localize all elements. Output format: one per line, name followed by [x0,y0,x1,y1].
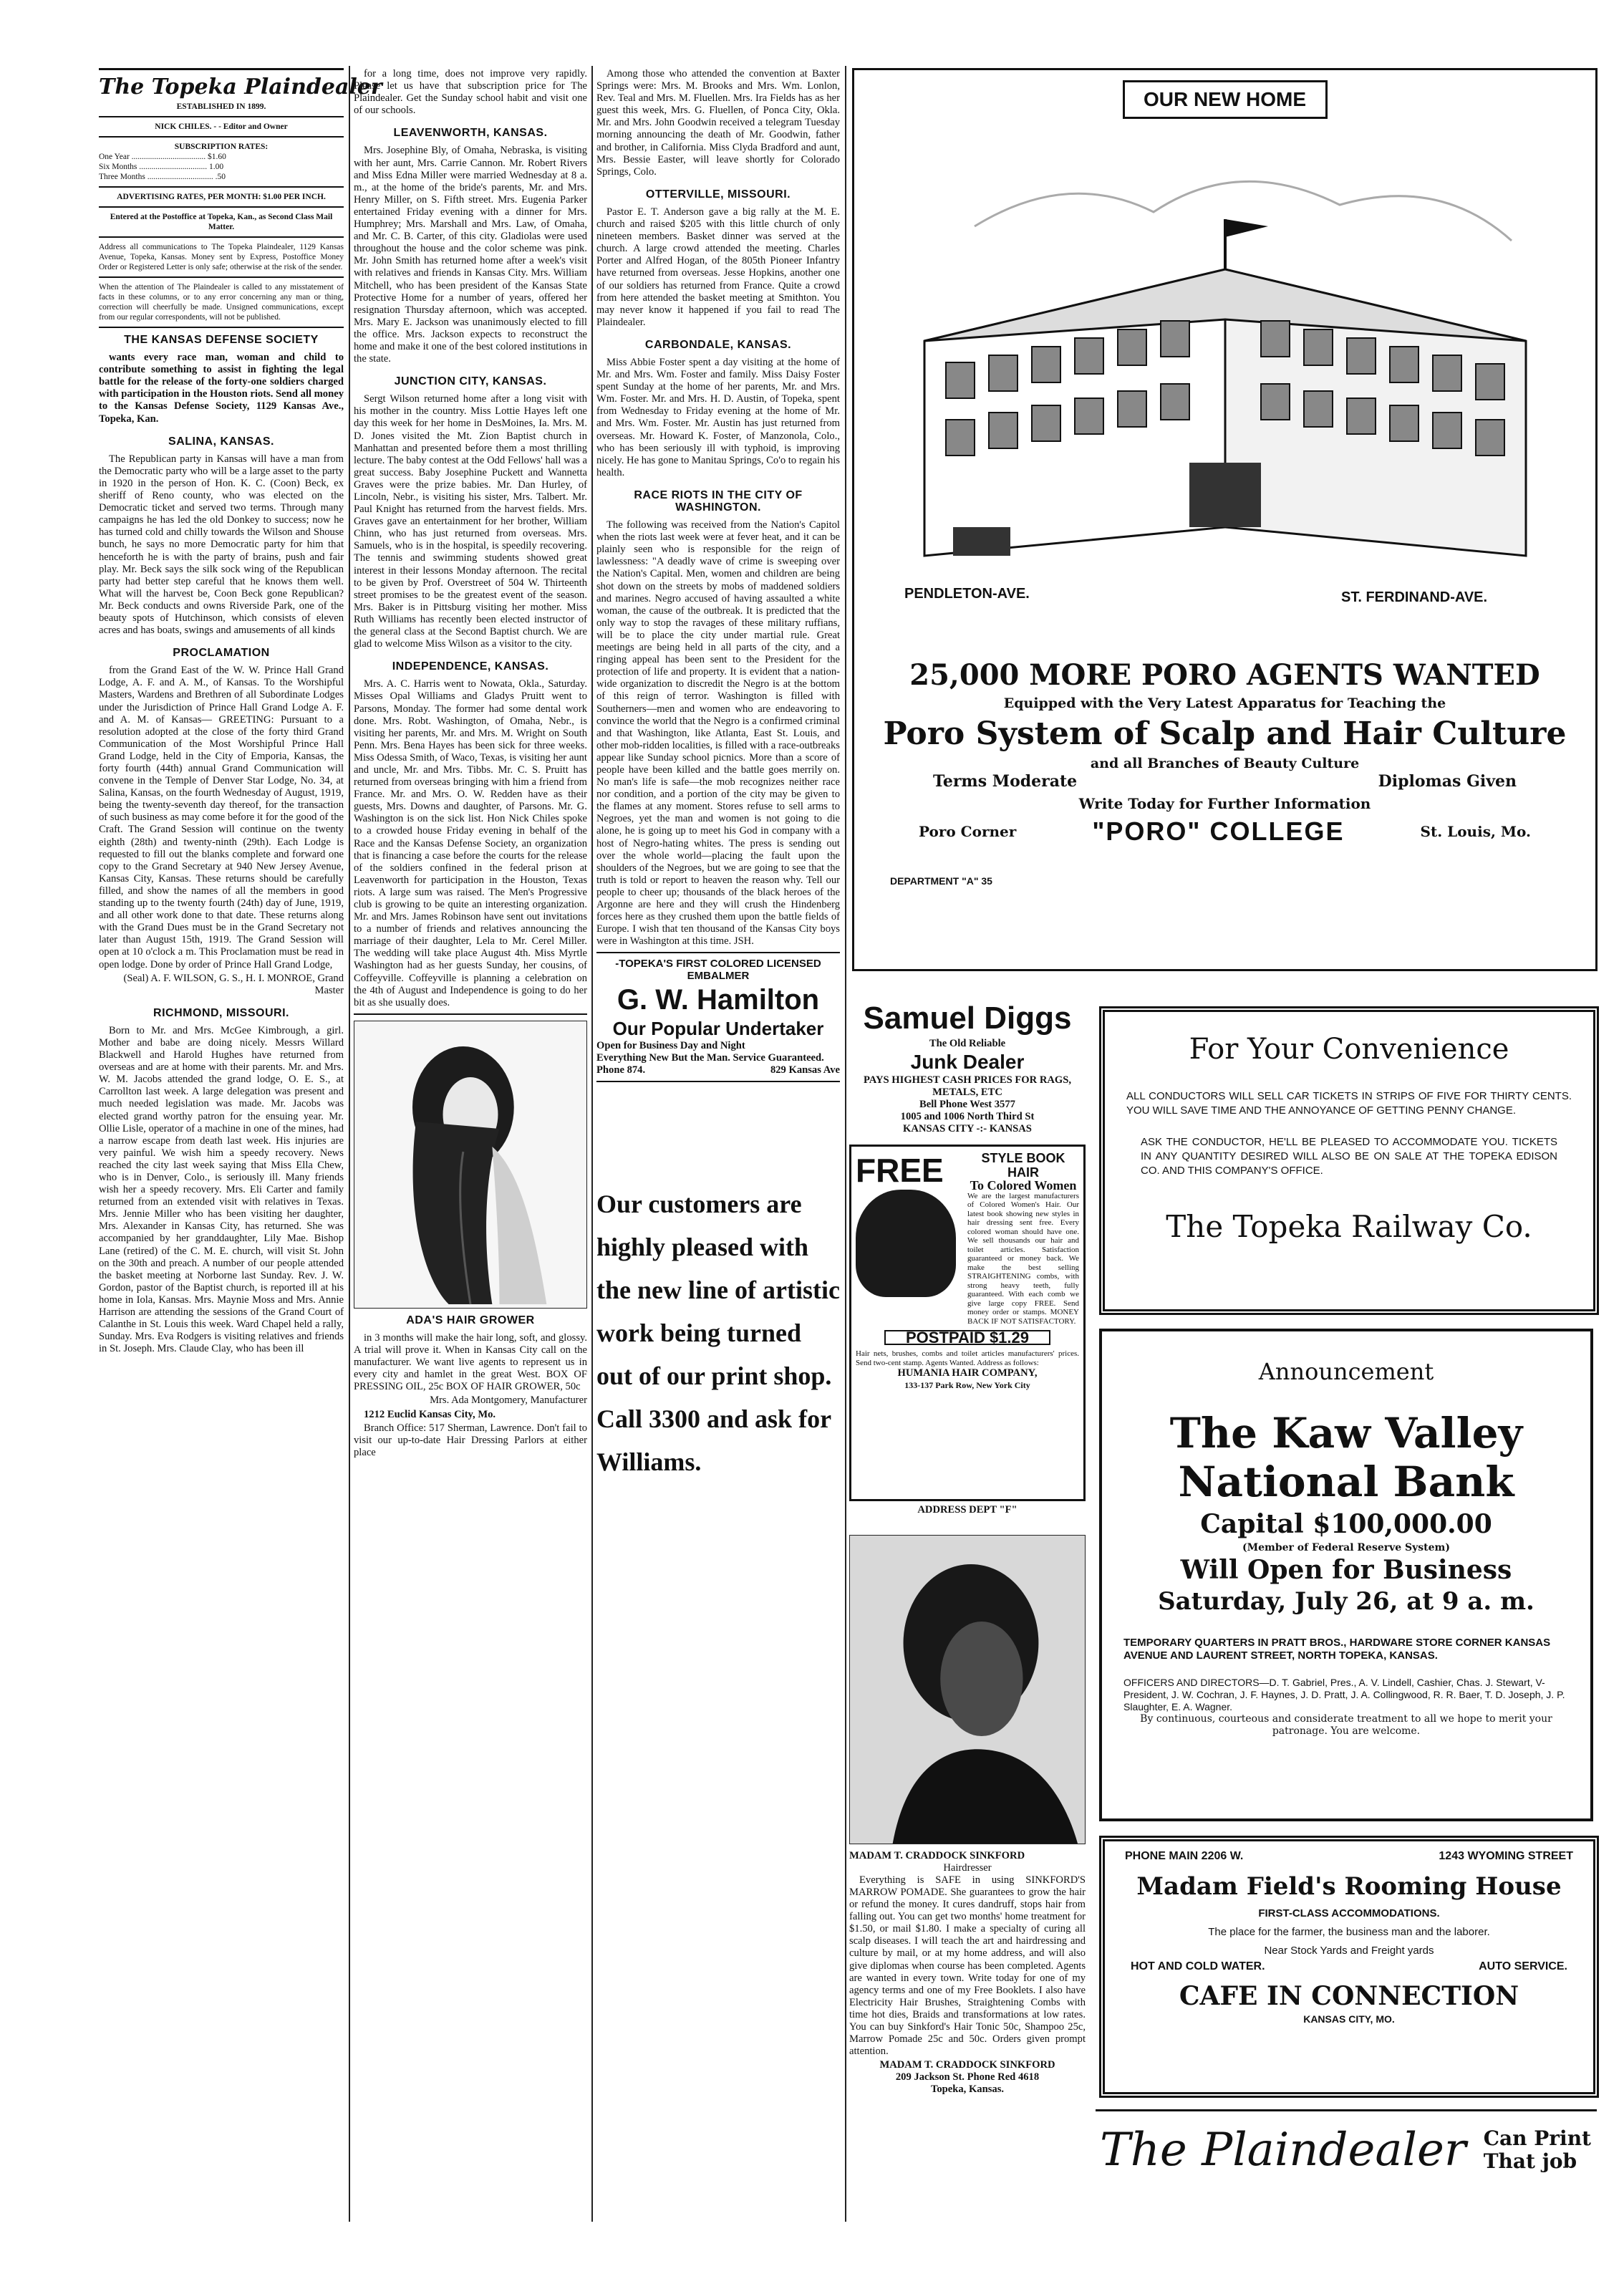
rooming-near: Near Stock Yards and Freight yards [1264,1945,1434,1957]
rooming-first-class: FIRST-CLASS ACCOMMODATIONS. [1258,1907,1440,1919]
salina-text: The Republican party in Kansas will have a man from the Democratic party who will be a large asset to the party in 1920 in the person of Hon. K. C. (Coon) Beck, ex sheriff of Reno county, who was elected on the Democratic ticket and served two terms. Through many campaigns he has led the old Donkey to success; now he has turned cold and chilly towards the Wilson and Shouse bunch, he says no more Democratic party for him that henceforth he is with the party of brains, push and fair play. Mr. Beck says the silk sock wing of the Republican party had better step careful that he knows them well. What will the harvest be, Coon Beck gone Republican? Mr. Beck conducts and owns Riverside Park, one of the beauty spots of Hutchinson, which consists of eleven acres and has boats, swings and amusements of all kinds [99,453,344,637]
print-shop-ad: Our customers are highly pleased with the new line of artistic work being turned out of our print shop. Call 3300 and ask for Williams. [596,1189,840,1476]
diggs-line-1: PAYS HIGHEST CASH PRICES FOR RAGS, METALS, ETC [863,1074,1072,1099]
address-dept: ADDRESS DEPT "F" [917,1503,1018,1516]
richmond-text: Born to Mr. and Mrs. McGee Kimbrough, a girl. Mother and babe are doing nicely. Messrs Willard Blackwell and Harold Hughes have returned from overseas and are at home with their parents. Mr. and Mrs. W. M. Jacobs attended the grand lodge, O. E. S., at Carrollton last week. A large delegation was present and much needed legislation was made. Mr. Jacobs was elected grand worthy patron for the ensuing year. Mr. Ollie Lisle, operator of a machine in one of the mines, had a narrow escape from death last week. His injuries are very painful. We wish him a speedy recovery. News reached the city last week saying that Miss Ella Chew, who is in Denver, Colo., is seriously ill. Many friends wish her a speedy recovery. Mrs. Eli Carter and family returned from an extended visit with relatives in Texas. Mrs. Jennie Miller who has been visiting her daughter, Mrs. Alexander in Kansas City, has returned. She was accompanied by her granddaughter, Lily Mae. Bishop Lane (retired) of the C. M. E. church, will visit St. John on the 30th and preach. A number of our people attended the basket meeting at Norborne last Sunday. Rev. J. W. Gordon, pastor of the Baptist church, is reported ill at his home in Iola, Kansas. Mrs. Maynie Moss and Mrs. Annie Harrison are attending the sessions of the Grand Court of Calanthe in St. Louis this week. Ward Chapel held a rally, Sunday. Mrs. Eva Rodgers is visiting relatives and friends in St. Joseph. Mrs. Claude Clay, who has been ill [99,1024,344,1355]
bank-closing: By continuous, courteous and considerate treatment to all we hope to merit your patronage. You are welcome. [1140,1713,1552,1737]
hamilton-open: Open for Business Day and Night [596,1039,745,1051]
free-ad-left [856,1151,963,1326]
poro-street-2 [1341,589,1487,606]
column-2 [354,68,587,2224]
otterville-text: Pastor E. T. Anderson gave a big rally at the M. E. church and raised $205 with this little church of only nineteen members. Basket dinner was served at the church. A large crowd attended the meeting. Charles Porter and Alfred Hogan, of the 805th Pioneer Infantry have returned from overseas. Jesse Hopkins, another one of our soldiers has returned from France. Quite a crowd from here attended the basket meeting at Smithton. You may never know it happened if you fail to read The Plaindealer. [596,206,840,328]
richmond-head: RICHMOND, MISSOURI. [153,1006,289,1019]
hamilton-address: 829 Kansas Ave [770,1064,840,1076]
poro-corner: Poro Corner [919,823,1017,840]
railway-paragraph-1: ALL CONDUCTORS WILL SELL CAR TICKETS IN STRIPS OF FIVE FOR THIRTY CENTS. YOU WILL SAVE TIME AND THE ANNOYANCE OF GETTING PENNY CHANGE. [1126,1090,1572,1117]
free-ad-top [856,1151,1079,1326]
style-book: STYLE BOOK HAIR [981,1150,1065,1180]
divider [99,327,344,328]
hamilton-contact [596,1064,840,1076]
bank-open-1: Will Open for Business [1180,1555,1512,1585]
divider [596,1081,840,1082]
hair-grower-photo [354,1021,587,1309]
entered-note: Entered at the Postoffice at Topeka, Kan., as Second Class Mail Matter. [110,213,333,231]
our-new-home: OUR NEW HOME [1123,80,1328,119]
free-style-book-ad [849,1145,1086,1501]
railway-ad [1099,1006,1599,1315]
rooming-services [1105,1960,1593,1973]
attention-note: When the attention of The Plaindealer is called to any misstatement of facts in these columns, or to any error concerning any man or thing, correction will cheerfully be made. Unsigned communications, except from our regular correspondents, will not be published. [99,283,344,322]
column-1 [99,68,382,2224]
hair-grower-name: Mrs. Ada Montgomery, Manufacturer [430,1394,587,1407]
masthead-editor: NICK CHILES. - - Editor and Owner [155,122,288,131]
sinkford-signature: MADAM T. CRADDOCK SINKFORD [879,2059,1055,2071]
sinkford-text: Everything is SAFE in using SINKFORD'S MARROW POMADE. She guarantees to grow the hair or refund the money. It cures dandruff, stops hair from falling out. You can get two months' home treatment for $1.50, or mail $1.80. I make a specialty of curing all scalp diseases. I will teach the art and hairdressing and culture by mail, or at my home address, and will also give diplomas when course has been completed. Agents are wanted in every town. Write today for one of my agency terms and one of my Free Booklets. I also have Electricity Hair Brushes, Straightening Combs with time hot dies, Braids and transformations at low rates. You can buy Sinkford's Hair Tonic 50c, Shampoo 25c, Marrow Pomade 25c and 50c. Orders given prompt attention. [849,1874,1086,2058]
diggs-sub: The Old Reliable [929,1038,1006,1049]
carbondale-head: CARBONDALE, KANSAS. [644,338,792,351]
independence-head: INDEPENDENCE, KANSAS. [392,660,549,673]
race-riots-head: RACE RIOTS IN THE CITY OF WASHINGTON. [634,488,803,514]
sinkford-city: Topeka, Kansas. [930,2083,1005,2096]
street-pendleton: PENDLETON-AVE. [904,586,1030,602]
bank-name-2: National Bank [1178,1458,1514,1506]
poro-city: St. Louis, Mo. [1420,823,1531,840]
bank-officers: OFFICERS AND DIRECTORS—D. T. Gabriel, Pres., A. V. Lindell, Cashier, Chas. J. Stewart, V-President, J. W. Cochran, J. F. Haynes, J. D. Pratt, J. A. Collingwood, R. R. Baer, T. D. Joseph, J. P. Slaughter, E. A. Wagner. [1123,1677,1565,1712]
leavenworth-head: LEAVENWORTH, KANSAS. [393,127,548,140]
poro-headline: 25,000 MORE PORO AGENTS WANTED [909,658,1540,692]
advertising-rates: ADVERTISING RATES, PER MONTH: $1.00 PER INCH. [117,193,326,201]
hair-illustration [856,1190,956,1297]
divider [99,116,344,117]
diggs-name: Samuel Diggs [863,1001,1072,1036]
hamilton-service: Everything New But the Man. Service Guaranteed. [596,1051,824,1064]
salina-head: SALINA, KANSAS. [168,435,274,448]
hamilton-tagline: Our Popular Undertaker [612,1017,824,1039]
column-rule-1 [349,66,350,2222]
divider [99,236,344,238]
divider [354,1013,587,1015]
bank-name-1: The Kaw Valley [1169,1409,1523,1458]
bank-open-2: Saturday, July 26, at 9 a. m. [1158,1587,1534,1616]
rooming-auto: AUTO SERVICE. [1479,1960,1567,1972]
free-ad-text-2: Hair nets, brushes, combs and toilet articles manufacturers' prices. Send two-cent stamp. Agents Wanted. Address as follows: [856,1349,1079,1367]
can-print: Can Print [1483,2126,1591,2150]
divider [596,952,840,953]
race-riots-text: The following was received from the Nation's Capitol when the riots last week were at fever heat, and it can be plainly seen who is responsible for the reign of lawlessness: "A deadly wave of crime is sweeping over the Nation's Capital. Men, women and children are being shot down on the streets by mobs of maddened soldiers and marines. Negro accused of having assaulted a white woman, the cause of the outbreak. It is predicted that the only way to stop the ravages of these military ruffians, will be to place the city under martial rule. Great meetings are being held in all parts of the city, and a ringing appeal has been sent to the President for the protection of life and property. It is evident that a nation-wide organization to discredit the Negro is at the bottom of this reign of terror. Washington is filled with Southerners—men and women who are endeavoring to convince the world that the Negro is a confirmed criminal and that Washington, like Atlanta, East St. Louis, and other mob-ridden localities, is filled with a race-outbreaks appear like Sunday school picnics. More than a score of people have been killed and the battle goes merrily on. No man's life is safe—the mob recognizes neither race nor condition, and a portion of the city may be given to the flames at any moment. Stores refuse to sell arms to Negroes, yet the man and women is not going to die alone, he is going up to meet his God in company with a host of Negro-hating whites. The press is sending out over the whole world—placing the fault upon the shoulders of the Negroes, but we are going to see that the truth is told or report to heaven the reason why. Tell our people to cheer up; thousands of the black heroes of the Argonne are here and they will crush the Hindenberg forces here as they crushed them upon the battle fields of Europe. I wish that ten thousand of the Kansas City boys were in Washington at this time. JSH. [596,519,840,948]
col2-top-text: for a long time, does not improve very rapidly. Please let us have that subscription price for The Plaindealer. Get the Sunday school habit and visit one of our schools. [354,68,587,117]
free-heading: FREE [856,1151,944,1189]
poro-diplomas: Diplomas Given [1378,772,1517,791]
rate-row: One Year .................................... $1.60 [99,153,226,161]
sinkford-address: 209 Jackson St. Phone Red 4618 [895,2071,1040,2083]
rooming-house-ad [1099,1836,1599,2098]
bank-ad [1099,1329,1593,1821]
rate-row: Six Months ................................. 1.00 [99,163,224,171]
footer-can-print [1484,2127,1591,2173]
divider [99,206,344,208]
woman-portrait-illustration [354,1021,586,1308]
poro-terms-row [854,772,1595,791]
diggs-title: Junk Dealer [910,1051,1025,1074]
railway-paragraph-2: ASK THE CONDUCTOR, HE'LL BE PLEASED TO ACCOMMODATE YOU. TICKETS IN ANY QUANTITY DESIRED WILL ALSO BE ON SALE AT THE TOPEKA EDISON CO. AND THIS COMPANY'S OFFICE. [1141,1136,1557,1177]
carbondale-text: Miss Abbie Foster spent a day visiting at the home of Mr. and Mrs. Wm. Foster and family. Miss Daisy Foster spent Sunday at the home of her parents, Mr. and Mrs. Wm. Foster. Mr. and Mrs. H. D. Austin, of Topeka, spent from Wednesday to Friday evening at the home of Mr. and Mrs. Wm. Foster. Mr. Austin has just returned from overseas. Mr. Howard K. Foster, of Manzonola, Colo., who has been seriously ill with typhoid, is improving nicely. He has gone to Manitau Springs, Co'o to regain his health. [596,356,840,478]
divider [99,136,344,138]
diggs-line-3: 1005 and 1006 North Third St [900,1111,1035,1123]
defense-society-text: wants every race man, woman and child to contribute something to assist in fighting the legal battle for the release of the forty-one soldiers charged with participation in the Houston riots. Send all money to the Kansas Defense Society, 1129 Kansas Ave., Topeka, Kan. [99,352,344,425]
independence-text: Mrs. A. C. Harris went to Nowata, Okla., Saturday. Misses Opal Williams and Gladys Pruitt went to Parsons, Monday. The former had some dental work done. Mrs. Robt. Washington, of Omaha, Nebr., is visiting her parents, Mr. and Mrs. M. Wright on South Penn. Mrs. Bena Hayes has been sick for three weeks. Miss Odessa Smith, of Waco, Texas, is visiting her aunt and uncle, Mr. and Mrs. Tibbs. Mr. C. S. Pruitt has returned from overseas bringing with him a friend from France. Mr. and Mrs. O. W. Redden have as their guests, Mrs. Downs and daughter, of Parsons. Mr. G. Washington is on the sick list. Hon Nick Chiles spoke to a crowded house Friday evening in behalf of the Race and the Kansas Defense Society, an organization that is financing a case before the courts for the release of the soldiers confined in the federal prison at Leavenworth for participation in the Houston, Texas riots. A large sum was raised. The Men's Progressive club is growing to be quite an interesting organization. Mr. and Mrs. James Robinson have sent out invitations to a number of friends and relatives announcing the marriage of their daughter, Lela to Mr. Cerel Miller. The wedding will take place August 4th. Miss Myrtle Washington had as her guests Sunday, her cousins, of Coffeyville. Coffeyville is planning a celebration on the 4th of August and Independence is going to do her bit as she usually does. [354,678,587,1008]
col3-top-text: Among those who attended the convention at Baxter Springs were: Mrs. M. Brooks and Mrs. Wm. Lonlon, Rev. Teal and Mrs. M. Fluellen. Mrs. Ira Fields has as her guest this week, Mrs. G. Fluellen, of Ponca City, Okla. Mr. and Mrs. John Goodwin received a telegram Tuesday morning announcing the death of Mr. Goodwin, father and brother, in California. Miss Clyda Bradford and aunt, Mrs. Bessie Easter, will leave shortly for Colorado Springs, Colo. [596,68,840,178]
poro-college-building-illustration [881,126,1569,570]
poro-write: Write Today for Further Information [1078,795,1371,812]
poro-ad [852,68,1598,971]
column-rule-2 [591,66,593,2222]
railway-company: The Topeka Railway Co. [1166,1209,1532,1244]
defense-society-head: THE KANSAS DEFENSE SOCIETY [124,334,319,346]
column-3 [596,68,840,2224]
poro-street-1 [904,586,1030,602]
hamilton-name: G. W. Hamilton [617,983,820,1016]
proclamation-text: from the Grand East of the W. W. Prince Hall Grand Lodge, A. F. and A. M., of Kansas. To the Worshipful Masters, Wardens and Brethren of all Subordinate Lodges under the Jurisdiction of Prince Hall Grand Lodge A. F. and A. M. of Kansas— GREETING: Pursuant to a resolution adopted at the close of the forty third Grand Communication of the Most Worshipful Prince Hall Grand Lodge, held in the City of Emporia, Kansas, the forty fourth (44th) annual Grand Communication will convene in the Temple of Denver Star Lodge, No. 34, at Salina, Kansas, on the fourth Wednesday of August, 1919, being the twenty-seventh day thereof, for the transaction of such business as may come before it for the good of the Craft. The Grand Session will continue on the twenty eighth (28th) and twenty-ninth (29th). Each Lodge is requested to fill out the blanks complete and forward one copy to the Grand Secretary at 940 New Jersey Avenue, Kansas City, Kansas. These returns should be carefully filled, and show the names of all the members in good standing up to the twenty fourth (24th) day of June, 1919, and all other work done to that date. These returns along with the Grand Dues must be in the Grand Secretary not later than August 15th, 1919. The Grand Session will open at 10 o'clock a m. This Proclamation must be read in open lodge. Done by order of Prince Hall Grand Lodge, [99,665,344,970]
masthead-title: The Topeka Plaindealer [99,68,344,102]
hamilton-phone: Phone 874. [596,1064,646,1076]
to-colored-women: To Colored Women [970,1177,1077,1193]
otterville-head: OTTERVILLE, MISSOURI. [645,188,791,201]
rate-row: Three Months ................................ .50 [99,173,226,181]
sinkford-caption: MADAM T. CRADDOCK SINKFORD [849,1849,1025,1861]
rooming-city: KANSAS CITY, MO. [1303,2013,1395,2025]
that-job: That job [1483,2149,1577,2173]
subscription-head: SUBSCRIPTION RATES: [174,143,269,151]
rooming-phone: PHONE MAIN 2206 W. [1125,1850,1244,1862]
column-rule-3 [845,66,846,2222]
bank-announcement: Announcement [1258,1358,1434,1385]
leavenworth-text: Mrs. Josephine Bly, of Omaha, Nebraska, is visiting with her aunt, Mrs. Carrie Cannon. Mr. Robert Rivers and Miss Edna Miller were married Wednesday at 8 a. m., at the home of the bride's parents, Mr. and Mrs. Henry Miller, on S. Fifth street. Mrs. Eugenia Parker entertained Friday evening with a dinner for Mrs. Humphrey; Mrs. Marshall and Mrs. Law, of Omaha, and Mr. C. B. Carter, of this city. Gladiolas were used throughout the house and the color scheme was pink. Mr. John Smith has returned home after a week's visit with relatives and friends in Kansas City. Mrs. William Mitchell, who has been president of the Kansas State Protective Home for a number of years, offered her resignation Thursday afternoon, which was accepted. Mrs. Mary E. Jackson was unanimously elected to fill the office. Mrs. Jackson expects to reconstruct the home and make it one of the best colored institutions in the state. [354,145,587,365]
postpaid-price: POSTPAID $1.29 [884,1330,1050,1345]
bank-member: (Member of Federal Reserve System) [1242,1542,1450,1553]
diggs-line-4: KANSAS CITY -:- KANSAS [903,1123,1032,1135]
bank-temp-quarters: TEMPORARY QUARTERS IN PRATT BROS., HARDWARE STORE CORNER KANSAS AVENUE AND LAURENT STREET, NORTH TOPEKA, KANSAS. [1123,1637,1551,1662]
hair-grower-caption: ADA'S HAIR GROWER [406,1314,535,1326]
railway-title: For Your Convenience [1189,1033,1509,1066]
hamilton-top: -TOPEKA'S FIRST COLORED LICENSED EMBALMER [615,958,821,983]
rooming-hot-cold: HOT AND COLD WATER. [1131,1960,1265,1972]
proclamation-head: PROCLAMATION [173,647,270,660]
poro-terms: Terms Moderate [933,772,1078,791]
poro-college: "PORO" COLLEGE [1092,816,1345,846]
junction-city-text: Sergt Wilson returned home after a long visit with his mother in the country. Miss Lottie Hayes left one day this week for her home in DesMoines, Ia. Mrs. M. D. Jones visited the Mt. Zion Baptist church in Manhattan and presented before them a most thrilling lecture. The baby contest at the Odd Fellows' hall was a great success. Baby Josephine Puckett and Wannetta Graves were the prize babies. Mr. Dan Hurley, of Lincoln, Nebr., is visiting his sister, Mrs. Talbert. Mr. Paul Knight has returned from the harvest fields. Mrs. Graves gave an entertainment for her brother, William Chinn, who has just returned from overseas. Mrs. Samuels, who is in the hospital, is speedily recovering. The tennis and swimming students showed great interest in their lessons Monday afternoon. The recital to be given by Prof. Overstreet of 504 W. Thirteenth street promises to be the greatest event of the season. Mrs. Baker is in Pittsburg visiting her mother. Miss Ruth Williams has recently been elected instructor of the general class at the Second Baptist church. We are glad to welcome Miss Wilson as a visitor to the city. [354,393,587,650]
hair-grower-address: 1212 Euclid Kansas City, Mo. [364,1408,496,1420]
footer-plaindealer: The Plaindealer [1100,2124,1466,2177]
proclamation-signature: (Seal) A. F. WILSON, G. S., H. I. MONROE, Grand Master [123,972,344,996]
masthead-established: ESTABLISHED IN 1899. [176,102,266,111]
rooming-name: Madam Field's Rooming House [1136,1872,1562,1901]
rooming-cafe: CAFE IN CONNECTION [1179,1981,1519,2011]
rooming-street: 1243 WYOMING STREET [1439,1850,1573,1862]
bank-capital: Capital $100,000.00 [1200,1509,1492,1539]
humania-address: 133-137 Park Row, New York City [904,1380,1030,1391]
street-st-ferdinand: ST. FERDINAND-AVE. [1341,589,1488,605]
sinkford-portrait-illustration [850,1536,1085,1844]
column-4 [849,999,1086,2210]
poro-text-block [854,657,1595,887]
free-ad-text: We are the largest manufacturers of Colored Women's Hair. Our latest book showing new styles in hair dressing sent free. Every colored woman should have one. We sell thousands our hair and toilet articles. Satisfaction guaranteed or money back. We make the best selling STRAIGHTENING combs, with strong heavy teeth, fully guaranteed. With each comb we give large copy FREE. Send money order or stamps. MONEY BACK IF NOT SATISFACTORY. [967,1191,1079,1326]
divider [99,186,344,188]
junction-city-head: JUNCTION CITY, KANSAS. [394,375,547,388]
free-ad-right [963,1151,1079,1326]
hair-grower-branch: Branch Office: 517 Sherman, Lawrence. Don't fail to visit our up-to-date Hair Dressing Parlors at either place [354,1422,587,1458]
rooming-header [1105,1841,1593,1863]
hair-grower-text: in 3 months will make the hair long, soft, and glossy. A trial will prove it. When in Kansas City call on the manufacturer. We want live agents to represent us in every city and hamlet in the great West. BOX OF PRESSING OIL, 25c BOX OF HAIR GROWER, 50c [354,1331,587,1393]
poro-department: DEPARTMENT "A" 35 [890,875,992,887]
poro-equipped: Equipped with the Very Latest Apparatus for Teaching the [1003,695,1446,711]
rooming-place: The place for the farmer, the business man and the laborer. [1208,1926,1490,1938]
sinkford-sub: Hairdresser [943,1861,992,1874]
sinkford-photo [849,1535,1086,1844]
poro-system: Poro System of Scalp and Hair Culture [883,716,1567,752]
divider [99,276,344,278]
plaindealer-footer [1096,2109,1597,2190]
humania-company: HUMANIA HAIR COMPANY, [897,1367,1038,1379]
diggs-line-2: Bell Phone West 3577 [919,1099,1015,1111]
poro-college-row [854,816,1595,847]
address-note: Address all communications to The Topeka Plaindealer, 1129 Kansas Avenue, Topeka, Kansas. Money sent by Express, Postoffice Money Order or Registered Letter is only safe; otherwise at the risk of the sender. [99,243,344,271]
poro-branches: and all Branches of Beauty Culture [1090,756,1360,771]
